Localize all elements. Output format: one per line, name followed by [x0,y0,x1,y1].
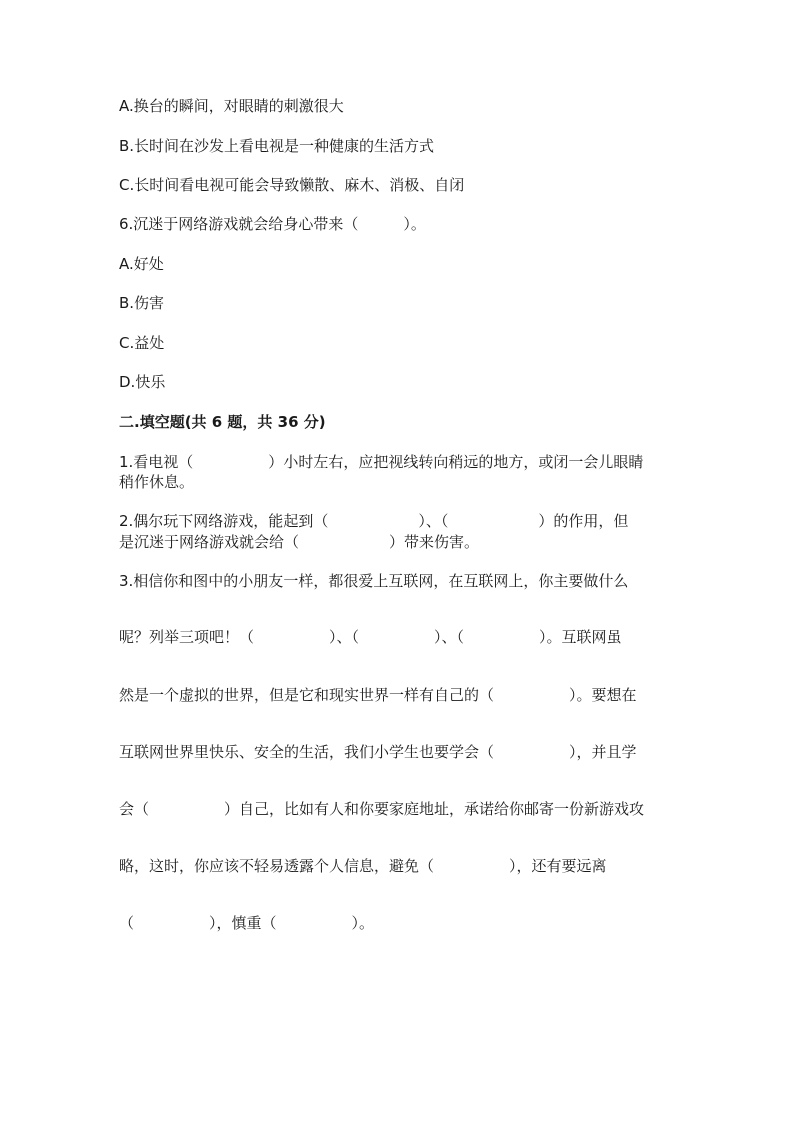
fill-3-line-2: 呢？列举三项吧！（ ）、（ ）、（ ）。互联网虽 [119,628,622,646]
option-c-prev: C.长时间看电视可能会导致懒散、麻木、消极、自闭 [119,176,465,194]
fill-3-line-6: 略，这时，你应该不轻易透露个人信息，避免（ ），还有要远离 [119,857,607,875]
question-6-option-c: C.益处 [119,334,165,352]
fill-3-line-7: （ ），慎重（ ）。 [119,914,375,932]
option-a-prev: A.换台的瞬间，对眼睛的刺激很大 [119,97,344,115]
fill-3-line-1: 3.相信你和图中的小朋友一样，都很爱上互联网，在互联网上，你主要做什么 [119,572,629,590]
fill-3-line-5: 会（ ）自己，比如有人和你要家庭地址，承诺给你邮寄一份新游戏攻 [119,800,645,818]
fill-3-line-4: 互联网世界里快乐、安全的生活，我们小学生也要学会（ ），并且学 [119,743,637,761]
option-b-prev: B.长时间在沙发上看电视是一种健康的生活方式 [119,137,435,155]
question-6-option-d: D.快乐 [119,373,166,391]
fill-3-line-3: 然是一个虚拟的世界，但是它和现实世界一样有自己的（ ）。要想在 [119,686,637,704]
question-6-option-b: B.伤害 [119,294,165,312]
fill-1-line-2: 稍作休息。 [119,473,195,491]
fill-2-line-1: 2.偶尔玩下网络游戏，能起到（ ）、（ ）的作用，但 [119,512,629,530]
fill-2-line-2: 是沉迷于网络游戏就会给（ ）带来伤害。 [119,533,480,551]
section-2-heading: 二.填空题(共 6 题，共 36 分) [119,413,326,431]
fill-1-line-1: 1.看电视（ ）小时左右，应把视线转向稍远的地方，或闭一会儿眼睛 [119,453,644,471]
question-6-stem: 6.沉迷于网络游戏就会给身心带来（ ）。 [119,215,426,233]
question-6-option-a: A.好处 [119,255,164,273]
